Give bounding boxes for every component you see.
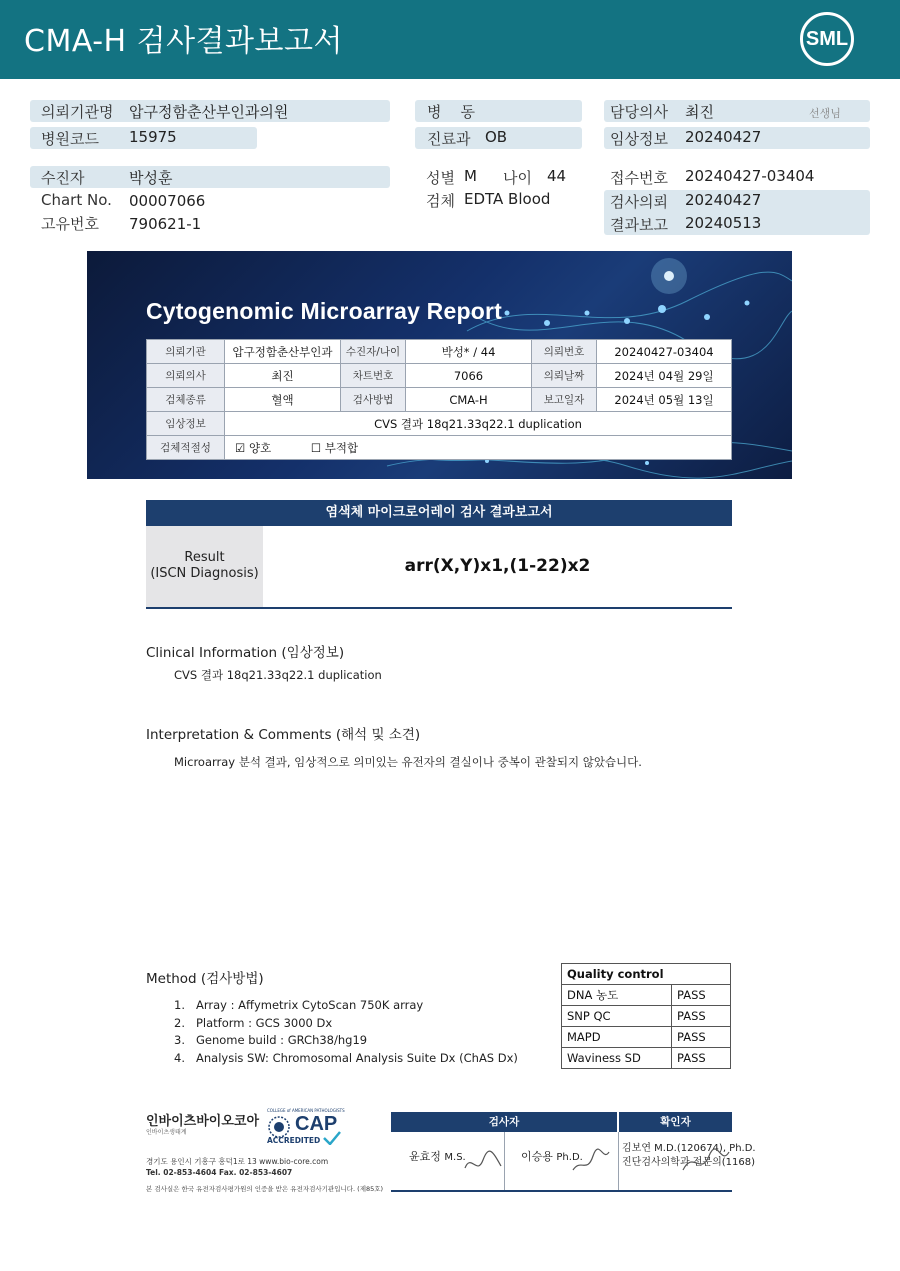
company-address: 경기도 용인시 기흥구 흥덕1로 13 www.bio-core.com <box>146 1157 329 1166</box>
hospital-code-label: 병원코드 <box>41 130 99 148</box>
interpretation-body: Microarray 분석 결과, 임상적으로 의미있는 유전자의 결실이나 중복이 관찰되지 않았습니다. <box>174 755 642 769</box>
qc-title: Quality control <box>562 964 731 985</box>
banner-key: 의뢰번호 <box>532 340 597 364</box>
tester-header: 검사자 <box>391 1112 617 1132</box>
specimen-label: 검체 <box>426 192 455 210</box>
doctor-suffix: 선생님 <box>809 107 841 120</box>
clinical-value: 20240427 <box>685 128 762 146</box>
company-name: 인바이츠바이오코아 <box>146 1114 260 1129</box>
tester2-signature-icon <box>571 1148 611 1178</box>
banner-value: 7066 <box>406 364 532 388</box>
sex-value: M <box>464 167 477 185</box>
chart-no-value: 00007066 <box>129 192 206 210</box>
age-value: 44 <box>547 167 567 185</box>
banner-key: 의뢰기관 <box>147 340 225 364</box>
certification-notice: 본 검사실은 한국 유전자검사평가원의 인증을 받은 유전자검사기관입니다. (제85호) <box>146 1185 384 1193</box>
banner-value: 20240427-03404 <box>597 340 732 364</box>
confirmer-line1: 김보연 M.D.(120674), Ph.D. <box>622 1143 756 1154</box>
adequacy-good-option: ☑ 양호 <box>235 440 272 455</box>
banner-key: 의뢰날짜 <box>532 364 597 388</box>
cap-top-text: COLLEGE of AMERICAN PATHOLOGISTS <box>267 1108 345 1113</box>
banner-key: 검체적절성 <box>147 436 225 460</box>
cap-word: CAP <box>295 1113 338 1135</box>
age-label: 나이 <box>503 169 532 187</box>
method-list <box>174 998 518 1068</box>
banner-key: 의뢰의사 <box>147 364 225 388</box>
banner-value: 2024년 05월 13일 <box>597 388 732 412</box>
institution-value: 압구정함춘산부인과의원 <box>129 103 289 121</box>
request-value: 20240427 <box>685 191 762 209</box>
result-label <box>146 526 263 607</box>
banner-row <box>147 340 732 364</box>
specimen-value: EDTA Blood <box>464 190 551 208</box>
doctor-label: 담당의사 <box>610 103 668 121</box>
department-label: 진료과 <box>427 130 471 148</box>
specimen-adequacy-cell <box>225 436 732 460</box>
quality-control-table <box>561 963 731 1069</box>
unique-no-value: 790621-1 <box>129 215 202 233</box>
adequacy-poor-option: ☐ 부적합 <box>310 440 359 455</box>
method-item: 2. Platform : GCS 3000 Dx <box>174 1015 333 1030</box>
tester1-degree: M.S. <box>444 1152 466 1163</box>
method-item: 3. Genome build : GRCh38/hg19 <box>174 1033 368 1047</box>
result-label-line2: (ISCN Diagnosis) <box>150 566 259 581</box>
tester2-name: 이승용 <box>521 1150 553 1163</box>
doctor-value: 최진 <box>685 103 714 121</box>
confirmer-signature-icon <box>681 1146 731 1176</box>
banner-value: CVS 결과 18q21.33q22.1 duplication <box>225 412 732 436</box>
clinical-info-body: CVS 결과 18q21.33q22.1 duplication <box>174 668 382 682</box>
signature-table <box>391 1112 756 1192</box>
banner-key: 수진자/나이 <box>341 340 406 364</box>
banner-key: 보고일자 <box>532 388 597 412</box>
banner-value: 최진 <box>225 364 341 388</box>
banner-info-table <box>146 339 732 460</box>
method-item: 4. Analysis SW: Chromosomal Analysis Suite Dx (ChAS Dx) <box>174 1050 518 1065</box>
result-heading: 염색체 마이크로어레이 검사 결과보고서 <box>146 500 732 526</box>
qc-row: MAPD PASS <box>562 1027 731 1048</box>
banner-value: 혈액 <box>225 388 341 412</box>
unique-no-label: 고유번호 <box>41 215 99 233</box>
banner-value: CMA-H <box>406 388 532 412</box>
tester1-name: 윤효정 <box>409 1150 441 1163</box>
hospital-code-value: 15975 <box>129 128 177 146</box>
header-bar <box>0 0 900 79</box>
receipt-label: 접수번호 <box>610 169 668 187</box>
ward-label: 병 동 <box>427 103 476 121</box>
company-phone: Tel. 02-853-4604 Fax. 02-853-4607 <box>146 1168 293 1177</box>
department-value: OB <box>485 128 508 146</box>
request-label: 검사의뢰 <box>610 193 668 211</box>
banner-row <box>147 412 732 436</box>
confirmer-header: 확인자 <box>619 1112 732 1132</box>
sml-logo: SML <box>800 12 854 66</box>
confirmer-line2: 진단검사의학과 전문의(1168) <box>622 1157 756 1168</box>
banner-key: 차트번호 <box>341 364 406 388</box>
report-label: 결과보고 <box>610 216 668 234</box>
result-box <box>146 526 732 609</box>
banner-value: 압구정함춘산부인과 <box>225 340 341 364</box>
banner-value: 박성* / 44 <box>406 340 532 364</box>
cap-check-icon <box>323 1131 341 1145</box>
banner-row <box>147 436 732 460</box>
banner-key: 임상정보 <box>147 412 225 436</box>
banner-title: Cytogenomic Microarray Report <box>146 298 502 324</box>
report-banner <box>87 251 792 479</box>
chart-no-label: Chart No. <box>41 191 112 209</box>
report-value: 20240513 <box>685 214 762 232</box>
company-subtitle: 인바이츠생태계 <box>146 1129 187 1136</box>
method-item: 1. Array : Affymetrix CytoScan 750K array <box>174 998 424 1012</box>
result-label-line1: Result <box>184 550 225 565</box>
cap-accredited-text: ACCREDITED <box>267 1136 321 1145</box>
receipt-value: 20240427-03404 <box>685 167 815 185</box>
signature-divider <box>618 1132 619 1190</box>
signature-divider <box>504 1132 505 1190</box>
clinical-info-title: Clinical Information (임상정보) <box>146 645 345 661</box>
tester1-signature-icon <box>463 1148 503 1178</box>
institution-label: 의뢰기관명 <box>41 103 114 121</box>
banner-key: 검사방법 <box>341 388 406 412</box>
qc-row: DNA 농도 PASS <box>562 985 731 1006</box>
method-title: Method (검사방법) <box>146 971 264 987</box>
clinical-label: 임상정보 <box>610 130 668 148</box>
sex-label: 성별 <box>426 169 455 187</box>
qc-row: Waviness SD PASS <box>562 1048 731 1069</box>
banner-row <box>147 364 732 388</box>
patient-value: 박성훈 <box>129 169 173 187</box>
qc-row: SNP QC PASS <box>562 1006 731 1027</box>
banner-row <box>147 388 732 412</box>
tester2-degree: Ph.D. <box>556 1152 583 1163</box>
patient-label: 수진자 <box>41 169 85 187</box>
iscn-result-value: arr(X,Y)x1,(1-22)x2 <box>404 556 591 576</box>
cap-accredited-logo <box>267 1108 345 1149</box>
banner-value: 2024년 04월 29일 <box>597 364 732 388</box>
interpretation-title: Interpretation & Comments (해석 및 소견) <box>146 727 421 743</box>
banner-key: 검체종류 <box>147 388 225 412</box>
report-title: CMA-H 검사결과보고서 <box>24 24 343 59</box>
